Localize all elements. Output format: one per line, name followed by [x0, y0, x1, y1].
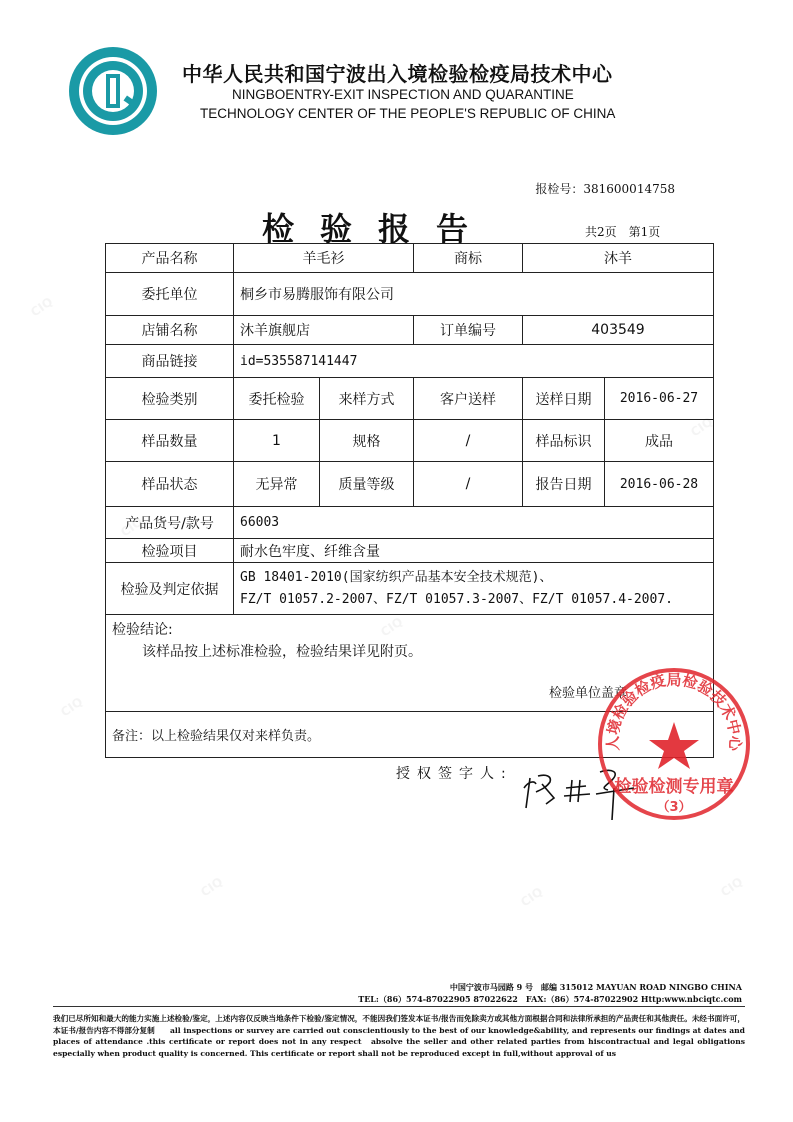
table-row [106, 563, 714, 615]
delivery-date-value: 2016-06-27 [605, 378, 714, 420]
remark: 备注：以上检验结果仅对来样负责。 [106, 712, 714, 758]
report-date-label: 报告日期 [523, 462, 605, 507]
report-title: 检验报告 [262, 210, 495, 248]
signatory-label: 授权签字人: [396, 766, 513, 782]
state-value: 无异常 [234, 462, 320, 507]
svg-text:检验检测专用章: 检验检测专用章 [614, 777, 734, 797]
table-row [106, 316, 714, 345]
client-value: 桐乡市易腾服饰有限公司 [234, 273, 714, 316]
basis-line-2: FZ/T 01057.2-2007、FZ/T 01057.3-2007、FZ/T 01057.4-2007. [240, 591, 673, 607]
svg-text:（3）: （3） [656, 800, 692, 815]
spec-label: 规格 [320, 420, 414, 462]
org-name-en-line2: TECHNOLOGY CENTER OF THE PEOPLE'S REPUBLIC OF CHINA [200, 106, 616, 121]
svg-text:人境检验检疫局检验技术中心: 人境检验检疫局检验技术中心 [603, 670, 745, 752]
conclusion-text: 该样品按上述标准检验，检验结果详见附页。 [142, 644, 422, 660]
report-date-value: 2016-06-28 [605, 462, 714, 507]
footer-divider [53, 1006, 745, 1007]
sampling-value: 客户送样 [414, 378, 523, 420]
qty-value: 1 [234, 420, 320, 462]
category-value: 委托检验 [234, 378, 320, 420]
basis-line-1: GB 18401-2010(国家纺织产品基本安全技术规范)、 [240, 569, 553, 585]
mark-value: 成品 [605, 420, 714, 462]
table-row [106, 507, 714, 539]
article-value: 66003 [234, 507, 714, 539]
grade-value: / [414, 462, 523, 507]
table-row [106, 244, 714, 273]
category-label: 检验类别 [106, 378, 234, 420]
order-label: 订单编号 [414, 316, 523, 345]
page-info: 共2页 第1页 [585, 225, 661, 239]
table-row [106, 420, 714, 462]
spec-value: / [414, 420, 523, 462]
conclusion-label: 检验结论: [112, 622, 173, 638]
product-name-value: 羊毛衫 [234, 244, 414, 273]
order-value: 403549 [523, 316, 714, 345]
table-row [106, 462, 714, 507]
org-name-cn: 中华人民共和国宁波出入境检验检疫局技术中心 [182, 62, 613, 86]
delivery-date-label: 送样日期 [523, 378, 605, 420]
footer-address: 中国宁波市马园路 9 号 邮编 315012 MAYUAN ROAD NINGBO CHINA [449, 982, 742, 992]
article-label: 产品货号/款号 [106, 507, 234, 539]
trademark-label: 商标 [414, 244, 523, 273]
table-row [106, 345, 714, 378]
footer-contact: TEL:（86）574-87022905 87022622 FAX:（86）574-87022902 Http:www.nbciqtc.com [358, 994, 742, 1004]
table-row [106, 378, 714, 420]
grade-label: 质量等级 [320, 462, 414, 507]
link-value: id=535587141447 [234, 345, 714, 378]
table-row [106, 273, 714, 316]
seal-label: 检验单位盖章 [548, 686, 627, 701]
ciq-logo [66, 44, 160, 138]
client-label: 委托单位 [106, 273, 234, 316]
shop-value: 沐羊旗舰店 [234, 316, 414, 345]
shop-label: 店铺名称 [106, 316, 234, 345]
basis-value [234, 563, 714, 615]
state-label: 样品状态 [106, 462, 234, 507]
footer-disclaimer: 我们已尽所知和最大的能力实施上述检验/鉴定，上述内容仅反映当地条件下检验/鉴定情况，不能因我们签发本证书/报告而免除卖方或其他方面根据合同和法律所承担的产品责任和其他责任。未经书面许可，本证书/报告内容不得部分复制 all inspections or survey are carried out conscientiously to the best of our knowledge&ability, and represents our findings at dates and places of attendance .this certificate or report does not in any respect absolve the seller and other related parties from hiscontractual and legal obligations especially when product quality is concerned. This certificate or report shall not be reproduced except in full,without approval of us [53, 1014, 745, 1058]
qty-label: 样品数量 [106, 420, 234, 462]
trademark-value: 沐羊 [523, 244, 714, 273]
sampling-label: 来样方式 [320, 378, 414, 420]
link-label: 商品链接 [106, 345, 234, 378]
product-name-label: 产品名称 [106, 244, 234, 273]
official-seal [594, 664, 754, 824]
org-name-en-line1: NINGBOENTRY-EXIT INSPECTION AND QUARANTINE [232, 87, 574, 102]
table-row [106, 539, 714, 563]
items-value: 耐水色牢度、纤维含量 [234, 539, 714, 563]
basis-label: 检验及判定依据 [106, 563, 234, 615]
mark-label: 样品标识 [523, 420, 605, 462]
report-number: 报检号：381600014758 [535, 182, 675, 196]
items-label: 检验项目 [106, 539, 234, 563]
